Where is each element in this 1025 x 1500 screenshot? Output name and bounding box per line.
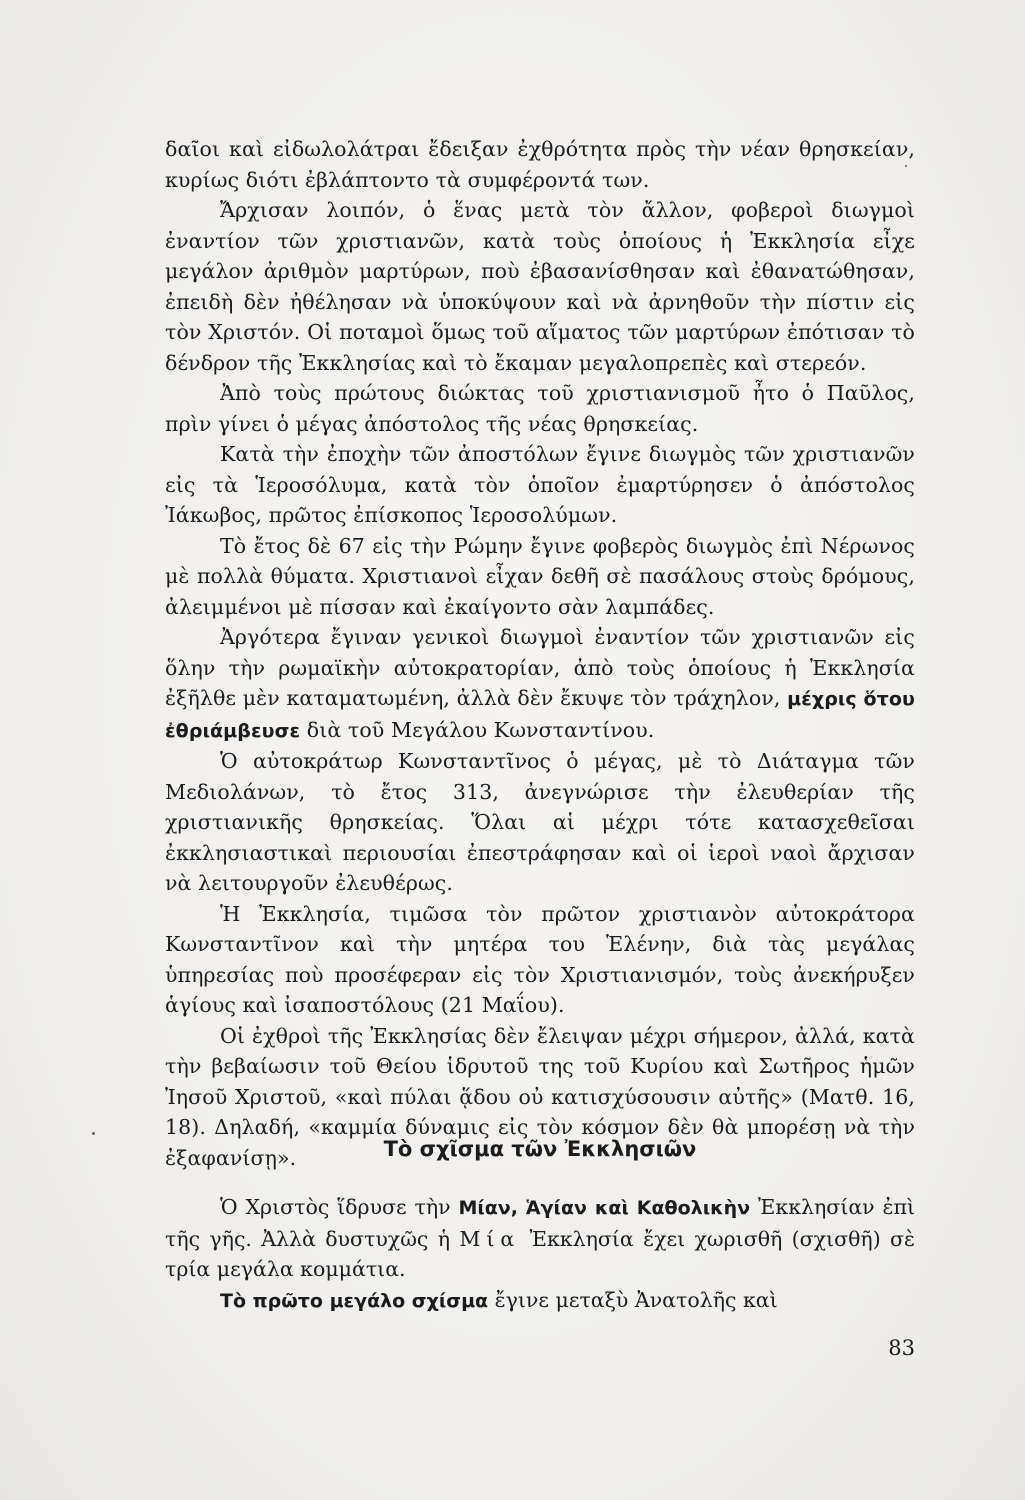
print-speck: [905, 165, 907, 167]
paragraph-3: Ἀπὸ τοὺς πρώτους διώκτας τοῦ χριστιανισμοῦ ἦτο ὁ Παῦλος, πρὶν γίνει ὁ μέγας ἀπόστολος τῆς νέας θρησκείας.: [165, 381, 915, 436]
schism-p2-bold: Τὸ πρῶτο μεγάλο σχίσμα: [220, 1289, 489, 1312]
paragraph-4: Κατὰ τὴν ἐποχὴν τῶν ἀποστόλων ἔγινε διωγμὸς τῶν χριστιανῶν εἰς τὰ Ἱεροσόλυμα, κατὰ τὸν ὁποῖον ἐμαρτύρησεν ὁ ἀπόστολος Ἰάκωβος, πρῶτος ἐπίσκοπος Ἱεροσολύμων.: [165, 442, 915, 527]
paragraph-5: Τὸ ἔτος δὲ 67 εἰς τὴν Ρώμην ἔγινε φοβερὸς διωγμὸς ἐπὶ Νέρωνος μὲ πολλὰ θύματα. Χριστιανοὶ εἶχαν δεθῆ σὲ πασάλους στοὺς δρόμους, ἀλειμμένοι μὲ πίσσαν καὶ ἐκαίγοντο σὰν λαμπάδες.: [165, 533, 915, 619]
paragraph-1: δαῖοι καὶ εἰδωλολάτραι ἔδειξαν ἐχθρότητα πρὸς τὴν νέαν θρησκείαν, κυρίως διότι ἐβλάπτοντο τὰ συμφέροντά των.: [165, 137, 915, 192]
schism-p1-spaced: Μία: [459, 1226, 521, 1251]
paragraph-6: [165, 622, 915, 746]
print-speck: [92, 1132, 95, 1135]
paragraph-6-bold: μέχρις ὅτου ἐθριάμβευσε: [165, 688, 915, 742]
paragraph-6-end: διὰ τοῦ Μεγάλου Κωνσταντίνου.: [300, 717, 655, 742]
paragraph-7: Ὁ αὐτοκράτωρ Κωνσταντῖνος ὁ μέγας, μὲ τὸ Διάταγμα τῶν Μεδιολάνων, τὸ ἔτος 313, ἀνεγνώρισε τὴν ἐλευθερίαν τῆς χριστιανικῆς θρησκείας. Ὅλαι αἱ μέχρι τότε κατασχεθεῖσαι ἐκκλησιαστικαὶ περιουσίαι ἐπεστράφησαν καὶ οἱ ἱεροὶ ναοὶ ἄρχισαν νὰ λειτουργοῦν ἐλευθέρως.: [165, 749, 915, 895]
paragraph-9: Οἱ ἐχθροὶ τῆς Ἐκκλησίας δὲν ἔλειψαν μέχρι σήμερον, ἀλλά, κατὰ τὴν βεβαίωσιν τοῦ Θείου ἱδρυτοῦ της τοῦ Κυρίου καὶ Σωτῆρος ἡμῶν Ἰησοῦ Χριστοῦ, «καὶ πύλαι ᾅδου οὐ κατισχύσουσιν αὐτῆς» (Ματθ. 16, 18). Δηλαδή, «καμμία δύναμις εἰς τὸν κόσμον δὲν θὰ μπορέσῃ νὰ τὴν ἐξαφανίσῃ».: [165, 1023, 915, 1170]
section-heading: Τὸ σχῖσμα τῶν Ἐκκλησιῶν: [383, 1137, 697, 1161]
schism-p1-middle: Ἐκκλησίαν ἐπὶ τῆς γῆς. Ἀλλὰ δυστυχῶς ἡ: [165, 1195, 915, 1251]
paragraph-8: Ἡ Ἐκκλησία, τιμῶσα τὸν πρῶτον χριστιανὸν αὐτοκράτορα Κωνσταντῖνον καὶ τὴν μητέρα του Ἑλένην, διὰ τὰς μεγάλας ὑπηρεσίας ποὺ προσέφεραν εἰς τὸν Χριστιανισμόν, τοὺς ἀνεκήρυξεν ἁγίους καὶ ἰσαποστόλους (21 Μαΐου).: [165, 901, 915, 1017]
schism-text: [165, 1192, 915, 1316]
schism-p1-start: Ὁ Χριστὸς ἵδρυσε τὴν: [220, 1195, 459, 1219]
paragraph-2: Ἄρχισαν λοιπόν, ὁ ἕνας μετὰ τὸν ἄλλον, φοβεροὶ διωγμοὶ ἐναντίον τῶν χριστιανῶν, κατὰ τοὺς ὁποίους ἡ Ἐκκλησία εἶχε μεγάλον ἀριθμὸν μαρτύρων, ποὺ ἐβασανίσθησαν καὶ ἐθανατώθησαν, ἐπειδὴ δὲν ἠθέλησαν νὰ ὑποκύψουν καὶ νὰ ἀρνηθοῦν τὴν πίστιν εἰς τὸν Χριστόν. Οἱ ποταμοὶ ὅμως τοῦ αἵματος τῶν μαρτύρων ἐπότισαν τὸ δένδρον τῆς Ἐκκλησίας καὶ τὸ ἔκαμαν μεγαλοπρεπὲς καὶ στερεόν.: [165, 198, 915, 375]
main-text: [165, 134, 915, 1173]
schism-paragraph-2: [165, 1285, 915, 1317]
schism-p1-end: Ἐκκλησία ἔχει χωρισθῆ (σχισθῆ) σὲ τρία μεγάλα κομμάτια.: [165, 1226, 915, 1281]
paragraph-6-start: Ἀργότερα ἔγιναν γενικοὶ διωγμοὶ ἐναντίον τῶν χριστιανῶν εἰς ὅλην τὴν ρωμαϊκὴν αὐτοκρατορίαν, ἀπὸ τοὺς ὁποίους ἡ Ἐκκλησία ἐξῆλθε μὲν καταματωμένη, ἀλλὰ δὲν ἔκυψε τὸν τράχηλον,: [165, 625, 915, 710]
schism-p1-bold: Μίαν, Ἁγίαν καὶ Καθολικὴν: [458, 1197, 751, 1219]
schism-p2-end: ἔγινε μεταξὺ Ἀνατολῆς καὶ: [488, 1287, 778, 1312]
page-number: 83: [888, 1336, 915, 1360]
schism-paragraph-1: [165, 1192, 915, 1285]
